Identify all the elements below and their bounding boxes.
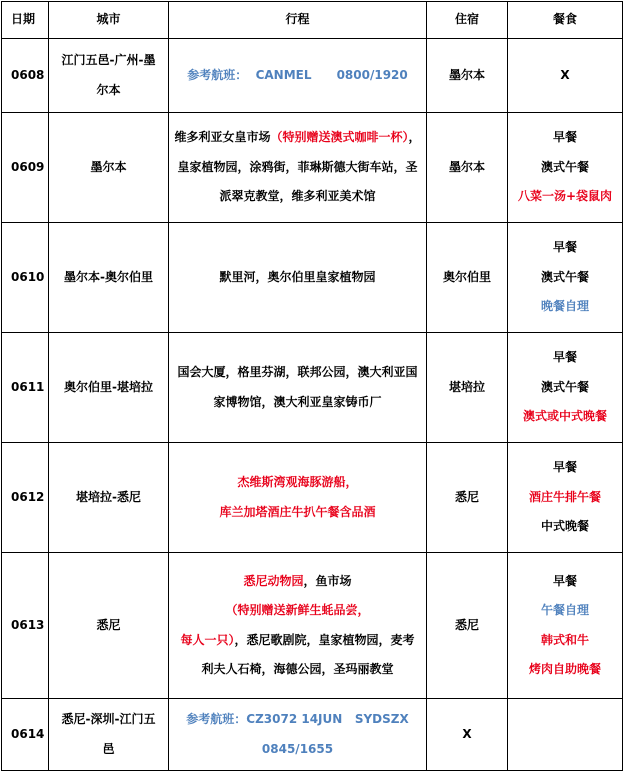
- city-line: 邑: [102, 741, 115, 756]
- itinerary-text: 参考航班：CZ3072 14JUN SYDSZX: [186, 712, 409, 727]
- meals-cell: [508, 553, 623, 699]
- header-meals: 餐食: [508, 2, 623, 39]
- itinerary-table: [1, 1, 623, 771]
- hotel-cell: 堪培拉: [427, 333, 508, 443]
- itinerary-line: [172, 123, 423, 152]
- itinerary-text: ，: [408, 130, 421, 145]
- meal-item: 早餐: [552, 130, 577, 145]
- header-city: 城市: [49, 2, 169, 39]
- table-body: [2, 39, 623, 771]
- date-cell: 0614: [2, 699, 49, 771]
- meals-cell: [508, 39, 623, 113]
- itinerary-line: [172, 705, 423, 734]
- city-line: 尔本: [96, 82, 121, 97]
- itinerary-text: （特别赠送新鲜生蚝品尝，: [225, 603, 370, 618]
- itinerary-cell: [169, 553, 427, 699]
- date-cell: 0612: [2, 443, 49, 553]
- itinerary-line: [172, 61, 423, 90]
- itinerary-cell: [169, 699, 427, 771]
- city-line: 奥尔伯里-堪培拉: [64, 379, 153, 394]
- header-itinerary: 行程: [169, 2, 427, 39]
- meal-item: 早餐: [552, 460, 577, 475]
- hotel-cell: 奥尔伯里: [427, 223, 508, 333]
- meal-item: 中式晚餐: [540, 519, 589, 534]
- itinerary-text: 默里河，奥尔伯里皇家植物园: [219, 269, 376, 284]
- meal-item: 澳式午餐: [540, 269, 589, 284]
- meal-item: 晚餐自理: [540, 299, 589, 314]
- meal-item: 早餐: [552, 350, 577, 365]
- itinerary-text: 悉尼动物园: [243, 573, 304, 588]
- date-cell: 0609: [2, 113, 49, 223]
- itinerary-cell: [169, 39, 427, 113]
- meal-item: 澳式午餐: [540, 379, 589, 394]
- meal-item: 午餐自理: [540, 603, 589, 618]
- itinerary-text: （特别赠送澳式咖啡一杯）: [270, 130, 409, 145]
- meal-item: 烤肉自助晚餐: [528, 661, 601, 676]
- itinerary-line: [172, 498, 423, 527]
- table-row: [2, 443, 623, 553]
- meal-item: 早餐: [552, 573, 577, 588]
- itinerary-text: 库兰加塔酒庄牛扒午餐含品酒: [219, 504, 376, 519]
- itinerary-line: [172, 655, 423, 684]
- table-row: [2, 39, 623, 113]
- table-row: [2, 553, 623, 699]
- city-cell: [49, 699, 169, 771]
- city-line: 墨尔本-奥尔伯里: [64, 269, 153, 284]
- date-cell: 0608: [2, 39, 49, 113]
- meal-item: 韩式和牛: [540, 632, 589, 647]
- city-line: 悉尼-深圳-江门五: [61, 712, 156, 727]
- city-line: 江门五邑-广州-墨: [61, 53, 156, 68]
- meals-cell: [508, 333, 623, 443]
- header-date: 日期: [2, 2, 49, 39]
- table-row: [2, 223, 623, 333]
- meal-item: X: [560, 67, 570, 82]
- itinerary-line: [172, 735, 423, 764]
- itinerary-text: 国会大厦，格里芬湖，联邦公园，澳大利亚国: [177, 365, 418, 380]
- itinerary-text: ，悉尼歌剧院，皇家植物园，麦考: [234, 632, 415, 647]
- meal-item: 八菜一汤+袋鼠肉: [517, 189, 613, 204]
- itinerary-text: 维多利亚女皇市场: [174, 130, 271, 145]
- itinerary-text: ，鱼市场: [303, 573, 352, 588]
- date-cell: 0611: [2, 333, 49, 443]
- date-cell: 0613: [2, 553, 49, 699]
- itinerary-text: 家博物馆，澳大利亚皇家铸币厂: [213, 394, 382, 409]
- city-cell: [49, 333, 169, 443]
- meal-item: 澳式午餐: [540, 159, 589, 174]
- itinerary-line: [172, 388, 423, 417]
- table-row: [2, 113, 623, 223]
- hotel-cell: 悉尼: [427, 553, 508, 699]
- itinerary-line: [172, 153, 423, 182]
- itinerary-text: 派翠克教堂，维多利亚美术馆: [219, 189, 376, 204]
- meals-cell: [508, 443, 623, 553]
- itinerary-text: 杰维斯湾观海豚游船，: [237, 475, 358, 490]
- itinerary-cell: [169, 443, 427, 553]
- city-cell: [49, 443, 169, 553]
- itinerary-text: 参考航班： CANMEL 0800/1920: [187, 67, 408, 82]
- itinerary-line: [172, 263, 423, 292]
- hotel-cell: X: [427, 699, 508, 771]
- table-row: [2, 333, 623, 443]
- itinerary-cell: [169, 113, 427, 223]
- meal-item: 早餐: [552, 240, 577, 255]
- city-line: 堪培拉-悉尼: [76, 489, 141, 504]
- meals-cell: [508, 223, 623, 333]
- itinerary-text: 0845/1655: [261, 741, 334, 756]
- meal-item: 酒庄牛排午餐: [528, 489, 601, 504]
- meal-item: 澳式或中式晚餐: [522, 409, 607, 424]
- header-hotel: 住宿: [427, 2, 508, 39]
- meals-cell: [508, 699, 623, 771]
- city-cell: [49, 553, 169, 699]
- itinerary-line: [172, 358, 423, 387]
- header-row: [2, 2, 623, 39]
- itinerary-line: [172, 468, 423, 497]
- itinerary-line: [172, 626, 423, 655]
- itinerary-line: [172, 567, 423, 626]
- city-line: 悉尼: [96, 617, 121, 632]
- city-line: 墨尔本: [90, 159, 127, 174]
- hotel-cell: 墨尔本: [427, 113, 508, 223]
- hotel-cell: 墨尔本: [427, 39, 508, 113]
- itinerary-text: 每人一只）: [180, 632, 235, 647]
- city-cell: [49, 223, 169, 333]
- table-row: [2, 699, 623, 771]
- date-cell: 0610: [2, 223, 49, 333]
- city-cell: [49, 113, 169, 223]
- hotel-cell: 悉尼: [427, 443, 508, 553]
- itinerary-cell: [169, 333, 427, 443]
- itinerary-cell: [169, 223, 427, 333]
- itinerary-text: 利夫人石椅，海德公园，圣玛丽教堂: [201, 661, 394, 676]
- meals-cell: [508, 113, 623, 223]
- itinerary-line: [172, 182, 423, 211]
- itinerary-text: 皇家植物园，涂鸦街，菲琳斯德大街车站，圣: [177, 159, 418, 174]
- city-cell: [49, 39, 169, 113]
